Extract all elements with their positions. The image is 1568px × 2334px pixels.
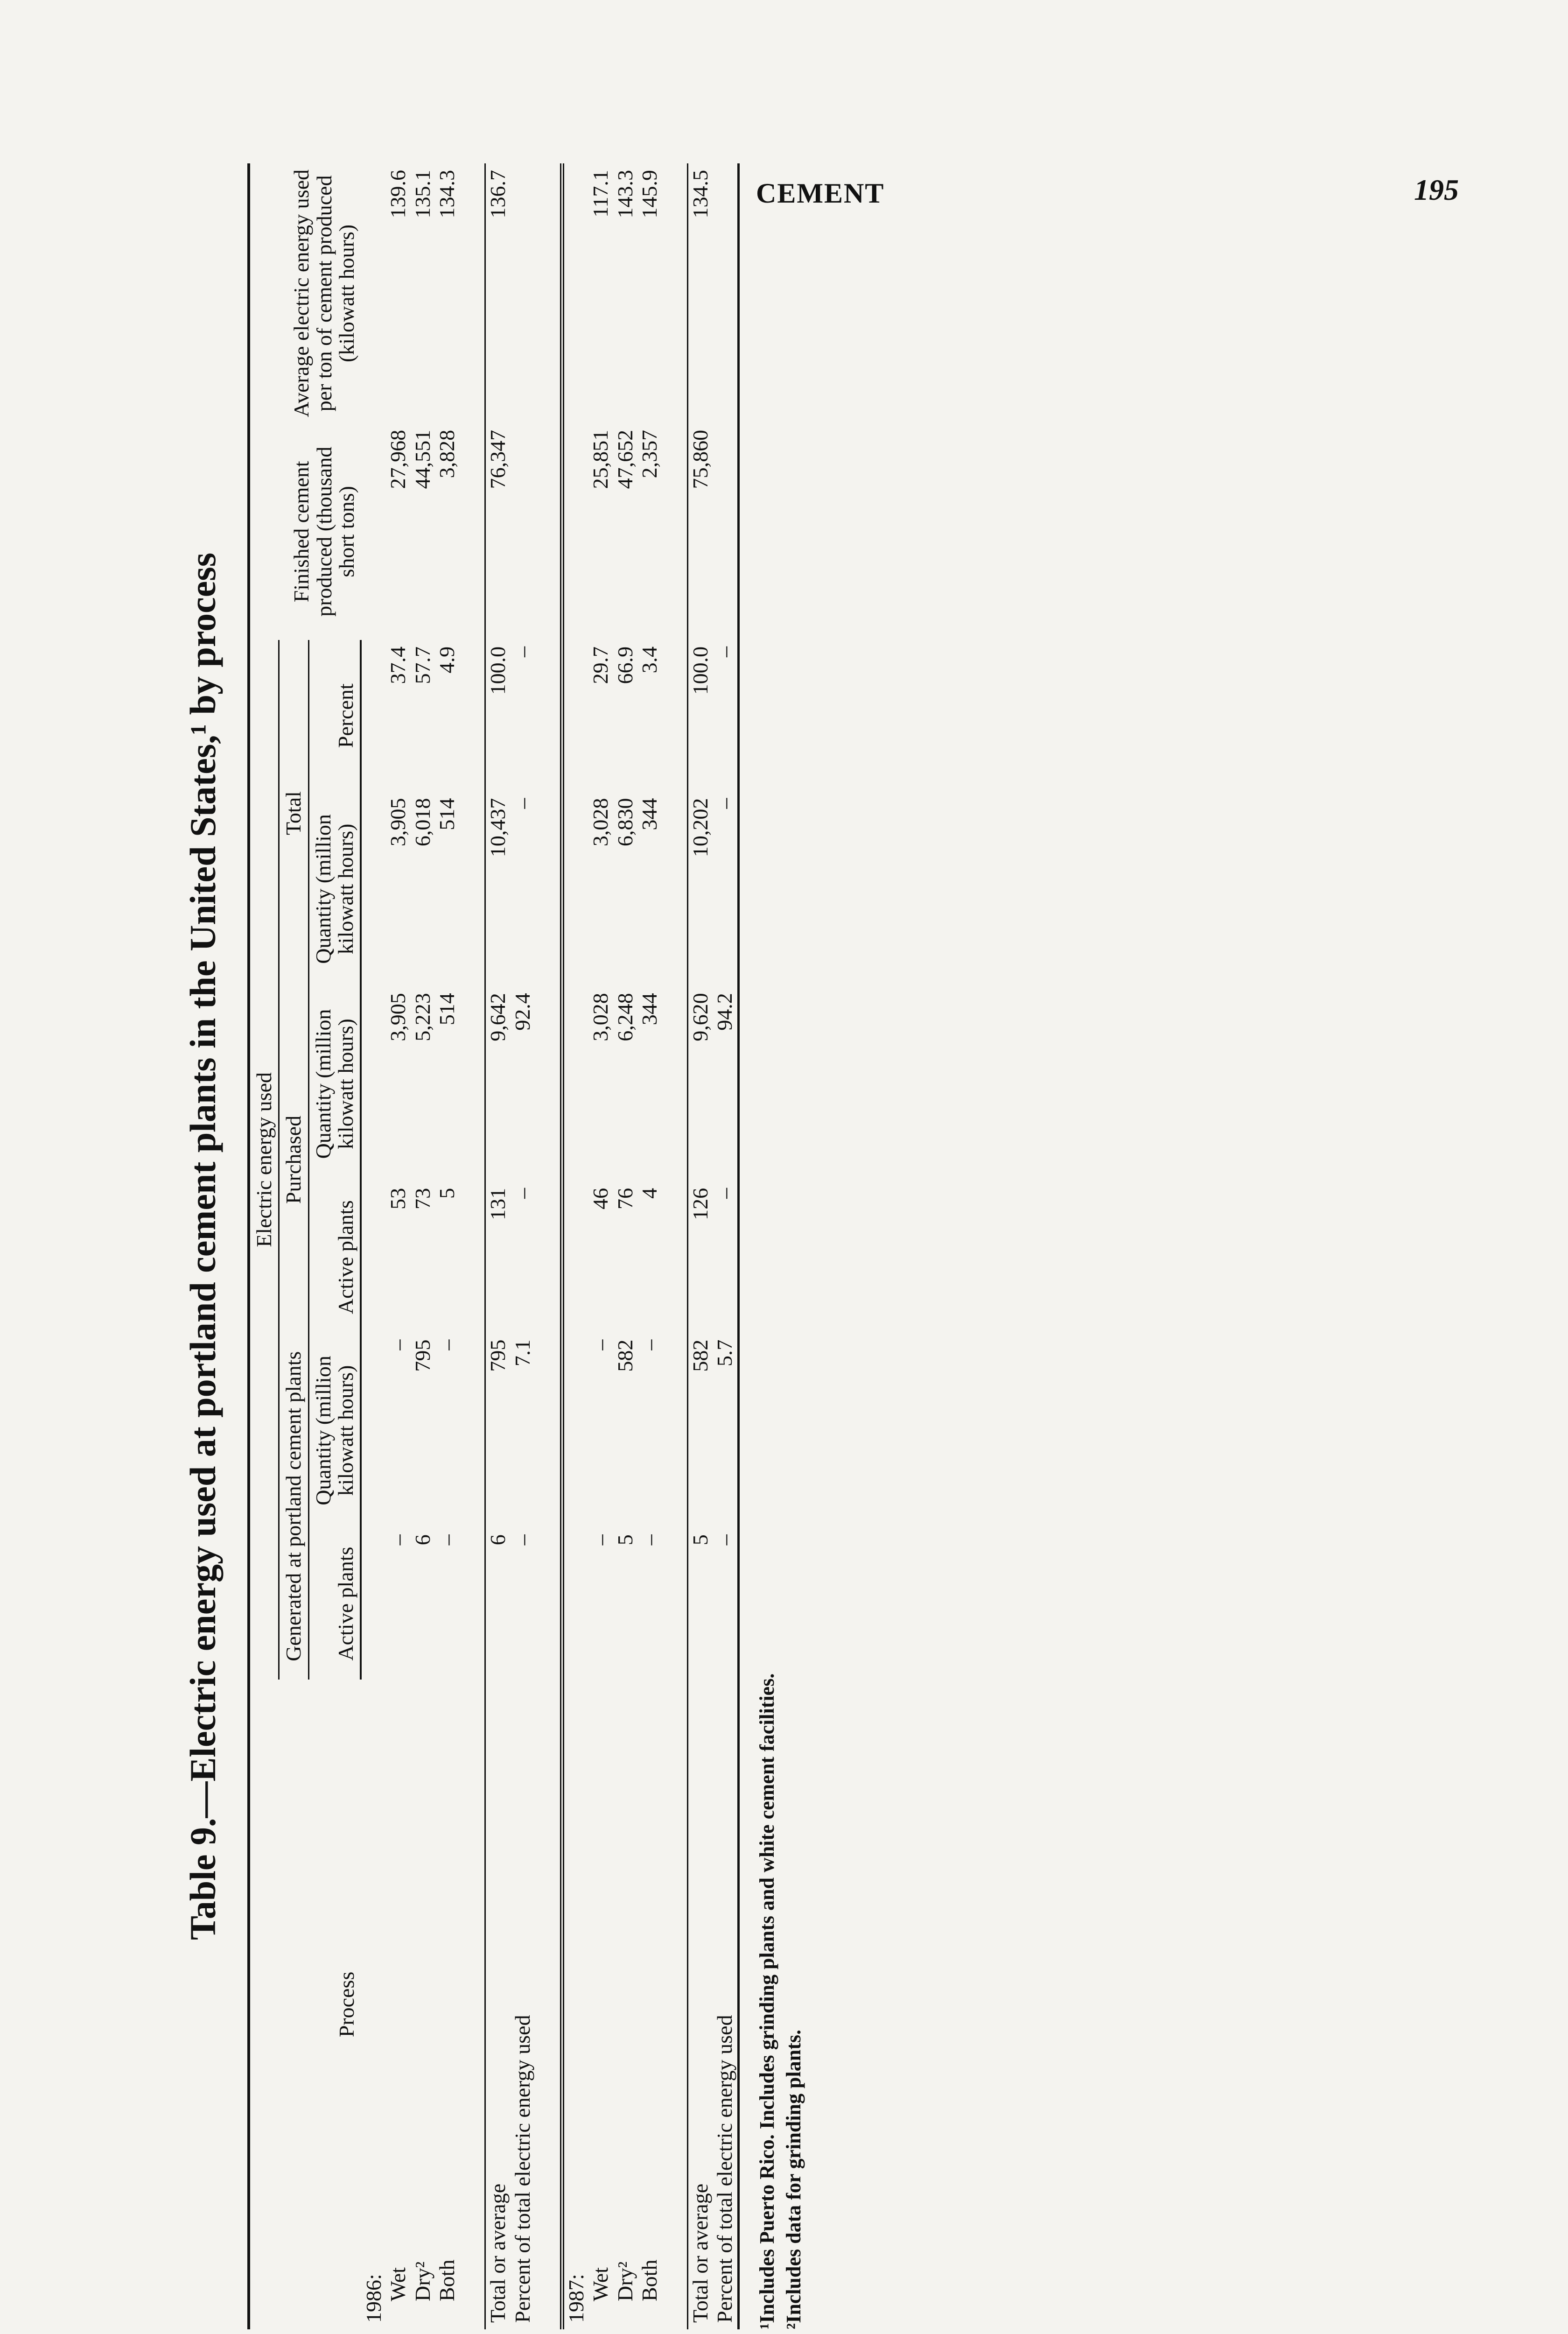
gen-quantity-cell: 582 bbox=[688, 1333, 713, 1528]
footnotes bbox=[754, 163, 807, 2329]
pur-quantity-cell: 92.4 bbox=[510, 993, 534, 1031]
process-label: Both bbox=[637, 2259, 661, 2301]
avg-energy-cell: 134.3 bbox=[435, 170, 459, 218]
gen-quantity-header: Quantity (million kilowatt hours) bbox=[308, 1333, 361, 1528]
year-row bbox=[562, 163, 588, 2329]
pur-quantity-cell: 9,620 bbox=[688, 986, 713, 1181]
total-quantity-cell: 3,905 bbox=[386, 798, 410, 847]
gen-quantity-cell: 7.1 bbox=[510, 1339, 534, 1367]
purchased-header: Purchased bbox=[279, 986, 308, 1333]
finished-cement-cell: 3,828 bbox=[435, 429, 459, 478]
process-label: Percent of total electric energy used bbox=[713, 2015, 737, 2323]
gen-active-plants-cell: 6 bbox=[410, 1534, 434, 1546]
pur-active-plants-cell: 53 bbox=[386, 1188, 410, 1209]
table-title: Table 9.—Electric energy used at portland cement plants in the United States,¹ by process bbox=[182, 552, 223, 1940]
total-quantity-cell: 6,830 bbox=[613, 798, 637, 847]
footnote-1: ¹Includes Puerto Rico. Includes grinding plants and white cement facilities. bbox=[755, 1673, 778, 2329]
process-cell bbox=[386, 1680, 410, 2329]
pur-active-plants-cell: 46 bbox=[588, 1188, 613, 1209]
finished-cement-header: Finished cement produced (thousand short tons) bbox=[249, 423, 361, 640]
process-cell bbox=[713, 1680, 738, 2329]
total-percent-cell: – bbox=[713, 640, 738, 792]
year-label: 1987: bbox=[562, 163, 588, 2329]
process-cell bbox=[588, 1680, 613, 2329]
gen-quantity-cell: 795 bbox=[485, 1333, 511, 1528]
total-percent-header: Percent bbox=[308, 640, 361, 792]
total-percent-cell: 100.0 bbox=[485, 640, 511, 792]
process-cell bbox=[637, 1680, 662, 2329]
spacer-cell bbox=[662, 163, 688, 2329]
avg-energy-cell: 145.9 bbox=[637, 170, 661, 218]
finished-cement-cell: 27,968 bbox=[386, 429, 410, 489]
pur-quantity-cell: 344 bbox=[637, 993, 661, 1026]
energy-table bbox=[247, 163, 740, 2329]
avg-energy-cell bbox=[511, 163, 535, 423]
pur-active-plants-cell: 4 bbox=[637, 1188, 661, 1199]
process-label: Wet bbox=[386, 2267, 410, 2301]
avg-energy-cell: 143.3 bbox=[613, 170, 637, 218]
process-cell bbox=[411, 1680, 435, 2329]
total-percent-cell: 100.0 bbox=[688, 640, 713, 792]
avg-energy-cell: 135.1 bbox=[410, 170, 434, 218]
gen-quantity-cell: 795 bbox=[410, 1339, 434, 1372]
table-row bbox=[485, 163, 511, 2329]
footnote-2: ²Includes data for grinding plants. bbox=[782, 2030, 805, 2329]
pur-quantity-cell: 5,223 bbox=[410, 993, 434, 1041]
electric-energy-header: Electric energy used bbox=[249, 640, 279, 1680]
spacer-row bbox=[662, 163, 688, 2329]
total-quantity-cell: 3,028 bbox=[588, 798, 613, 847]
table-row bbox=[511, 163, 535, 2329]
total-quantity-cell: 344 bbox=[637, 798, 661, 830]
table-body bbox=[361, 163, 738, 2329]
avg-energy-cell: 136.7 bbox=[485, 163, 511, 423]
rotated-table-container bbox=[177, 163, 807, 2329]
avg-energy-cell bbox=[713, 163, 738, 423]
total-percent-cell: 4.9 bbox=[435, 646, 459, 674]
gen-quantity-cell: – bbox=[588, 1339, 613, 1350]
total-header: Total bbox=[279, 640, 308, 986]
page-number: 195 bbox=[1414, 173, 1459, 206]
pur-active-plants-header: Active plants bbox=[308, 1181, 361, 1333]
pur-quantity-cell: 9,642 bbox=[485, 986, 511, 1181]
pur-active-plants-cell: – bbox=[713, 1181, 738, 1333]
total-quantity-cell: 6,018 bbox=[410, 798, 434, 847]
table-row bbox=[613, 163, 637, 2329]
pur-active-plants-cell: 73 bbox=[410, 1188, 434, 1209]
table-row bbox=[637, 163, 662, 2329]
table-row bbox=[435, 163, 459, 2329]
year-row bbox=[361, 163, 386, 2329]
process-label: Both bbox=[435, 2259, 459, 2301]
gen-active-plants-header: Active plants bbox=[308, 1528, 361, 1680]
total-quantity-header: Quantity (million kilowatt hours) bbox=[308, 792, 361, 987]
gen-active-plants-cell: – bbox=[435, 1534, 459, 1546]
avg-energy-header: Average electric energy used per ton of cement produced (kilowatt hours) bbox=[249, 163, 361, 423]
pur-quantity-cell: 514 bbox=[435, 993, 459, 1026]
process-label: Total or average bbox=[688, 2183, 713, 2323]
process-label: Total or average bbox=[486, 2183, 510, 2323]
process-label: Wet bbox=[588, 2267, 613, 2301]
gen-active-plants-cell: 5 bbox=[613, 1534, 637, 1546]
finished-cement-cell: 76,347 bbox=[485, 423, 511, 640]
gen-active-plants-cell: 5 bbox=[688, 1528, 713, 1680]
table-row bbox=[713, 163, 738, 2329]
total-percent-cell: 66.9 bbox=[613, 646, 637, 684]
gen-quantity-cell: – bbox=[637, 1339, 661, 1350]
process-cell bbox=[511, 1680, 535, 2329]
process-label: Percent of total electric energy used bbox=[510, 2015, 534, 2323]
total-percent-cell: 3.4 bbox=[637, 646, 661, 674]
total-quantity-cell: 10,437 bbox=[485, 792, 511, 987]
running-head: CEMENT bbox=[756, 178, 885, 209]
pur-quantity-cell: 3,028 bbox=[588, 993, 613, 1041]
process-cell bbox=[435, 1680, 459, 2329]
finished-cement-cell: 44,551 bbox=[410, 429, 434, 489]
total-percent-cell: – bbox=[510, 646, 534, 657]
generated-header: Generated at portland cement plants bbox=[279, 1333, 308, 1680]
spacer-cell bbox=[535, 163, 562, 2329]
table-row bbox=[588, 163, 613, 2329]
pur-quantity-cell: 3,905 bbox=[386, 993, 410, 1041]
finished-cement-cell: 25,851 bbox=[588, 429, 613, 489]
gen-active-plants-cell: – bbox=[386, 1534, 410, 1546]
gen-quantity-cell: – bbox=[435, 1339, 459, 1350]
process-label: Dry² bbox=[613, 2261, 637, 2301]
pur-quantity-header: Quantity (million kilowatt hours) bbox=[308, 986, 361, 1181]
pur-active-plants-cell: 5 bbox=[435, 1188, 459, 1199]
pur-quantity-cell: 94.2 bbox=[713, 986, 738, 1181]
total-percent-cell: 57.7 bbox=[410, 646, 434, 684]
year-label: 1986: bbox=[362, 2274, 386, 2323]
process-header: Process bbox=[249, 1680, 361, 2329]
finished-cement-cell bbox=[713, 423, 738, 640]
total-quantity-cell: 10,202 bbox=[688, 792, 713, 987]
table-row bbox=[688, 163, 713, 2329]
finished-cement-cell: 47,652 bbox=[613, 429, 637, 489]
finished-cement-cell: 2,357 bbox=[637, 429, 661, 478]
pur-quantity-cell: 6,248 bbox=[613, 993, 637, 1041]
total-quantity-cell: 514 bbox=[435, 798, 459, 830]
avg-energy-cell: 117.1 bbox=[588, 170, 613, 218]
gen-active-plants-cell: 6 bbox=[485, 1528, 511, 1680]
total-percent-cell: 29.7 bbox=[588, 646, 613, 684]
gen-active-plants-cell: – bbox=[713, 1528, 738, 1680]
avg-energy-cell: 134.5 bbox=[688, 163, 713, 423]
process-cell bbox=[485, 1680, 511, 2329]
pur-active-plants-cell: – bbox=[510, 1188, 534, 1199]
finished-cement-cell bbox=[511, 423, 535, 640]
finished-cement-cell: 75,860 bbox=[688, 423, 713, 640]
gen-quantity-cell: – bbox=[386, 1339, 410, 1350]
spacer-cell bbox=[459, 163, 485, 2329]
process-cell bbox=[688, 1680, 713, 2329]
avg-energy-cell: 139.6 bbox=[386, 170, 410, 218]
pur-active-plants-cell: 126 bbox=[688, 1181, 713, 1333]
pur-active-plants-cell: 76 bbox=[613, 1188, 637, 1209]
total-quantity-cell: – bbox=[510, 798, 534, 809]
gen-active-plants-cell: – bbox=[510, 1534, 534, 1546]
gen-active-plants-cell: – bbox=[637, 1534, 661, 1546]
gen-quantity-cell: 5.7 bbox=[713, 1333, 738, 1528]
total-quantity-cell: – bbox=[713, 792, 738, 987]
pur-active-plants-cell: 131 bbox=[485, 1181, 511, 1333]
gen-quantity-cell: 582 bbox=[613, 1339, 637, 1372]
gen-active-plants-cell: – bbox=[588, 1534, 613, 1546]
table-row bbox=[411, 163, 435, 2329]
process-label: Dry² bbox=[410, 2261, 434, 2301]
spacer-row bbox=[459, 163, 485, 2329]
table-row bbox=[386, 163, 410, 2329]
total-percent-cell: 37.4 bbox=[386, 646, 410, 684]
process-cell bbox=[613, 1680, 637, 2329]
spacer-row bbox=[535, 163, 562, 2329]
